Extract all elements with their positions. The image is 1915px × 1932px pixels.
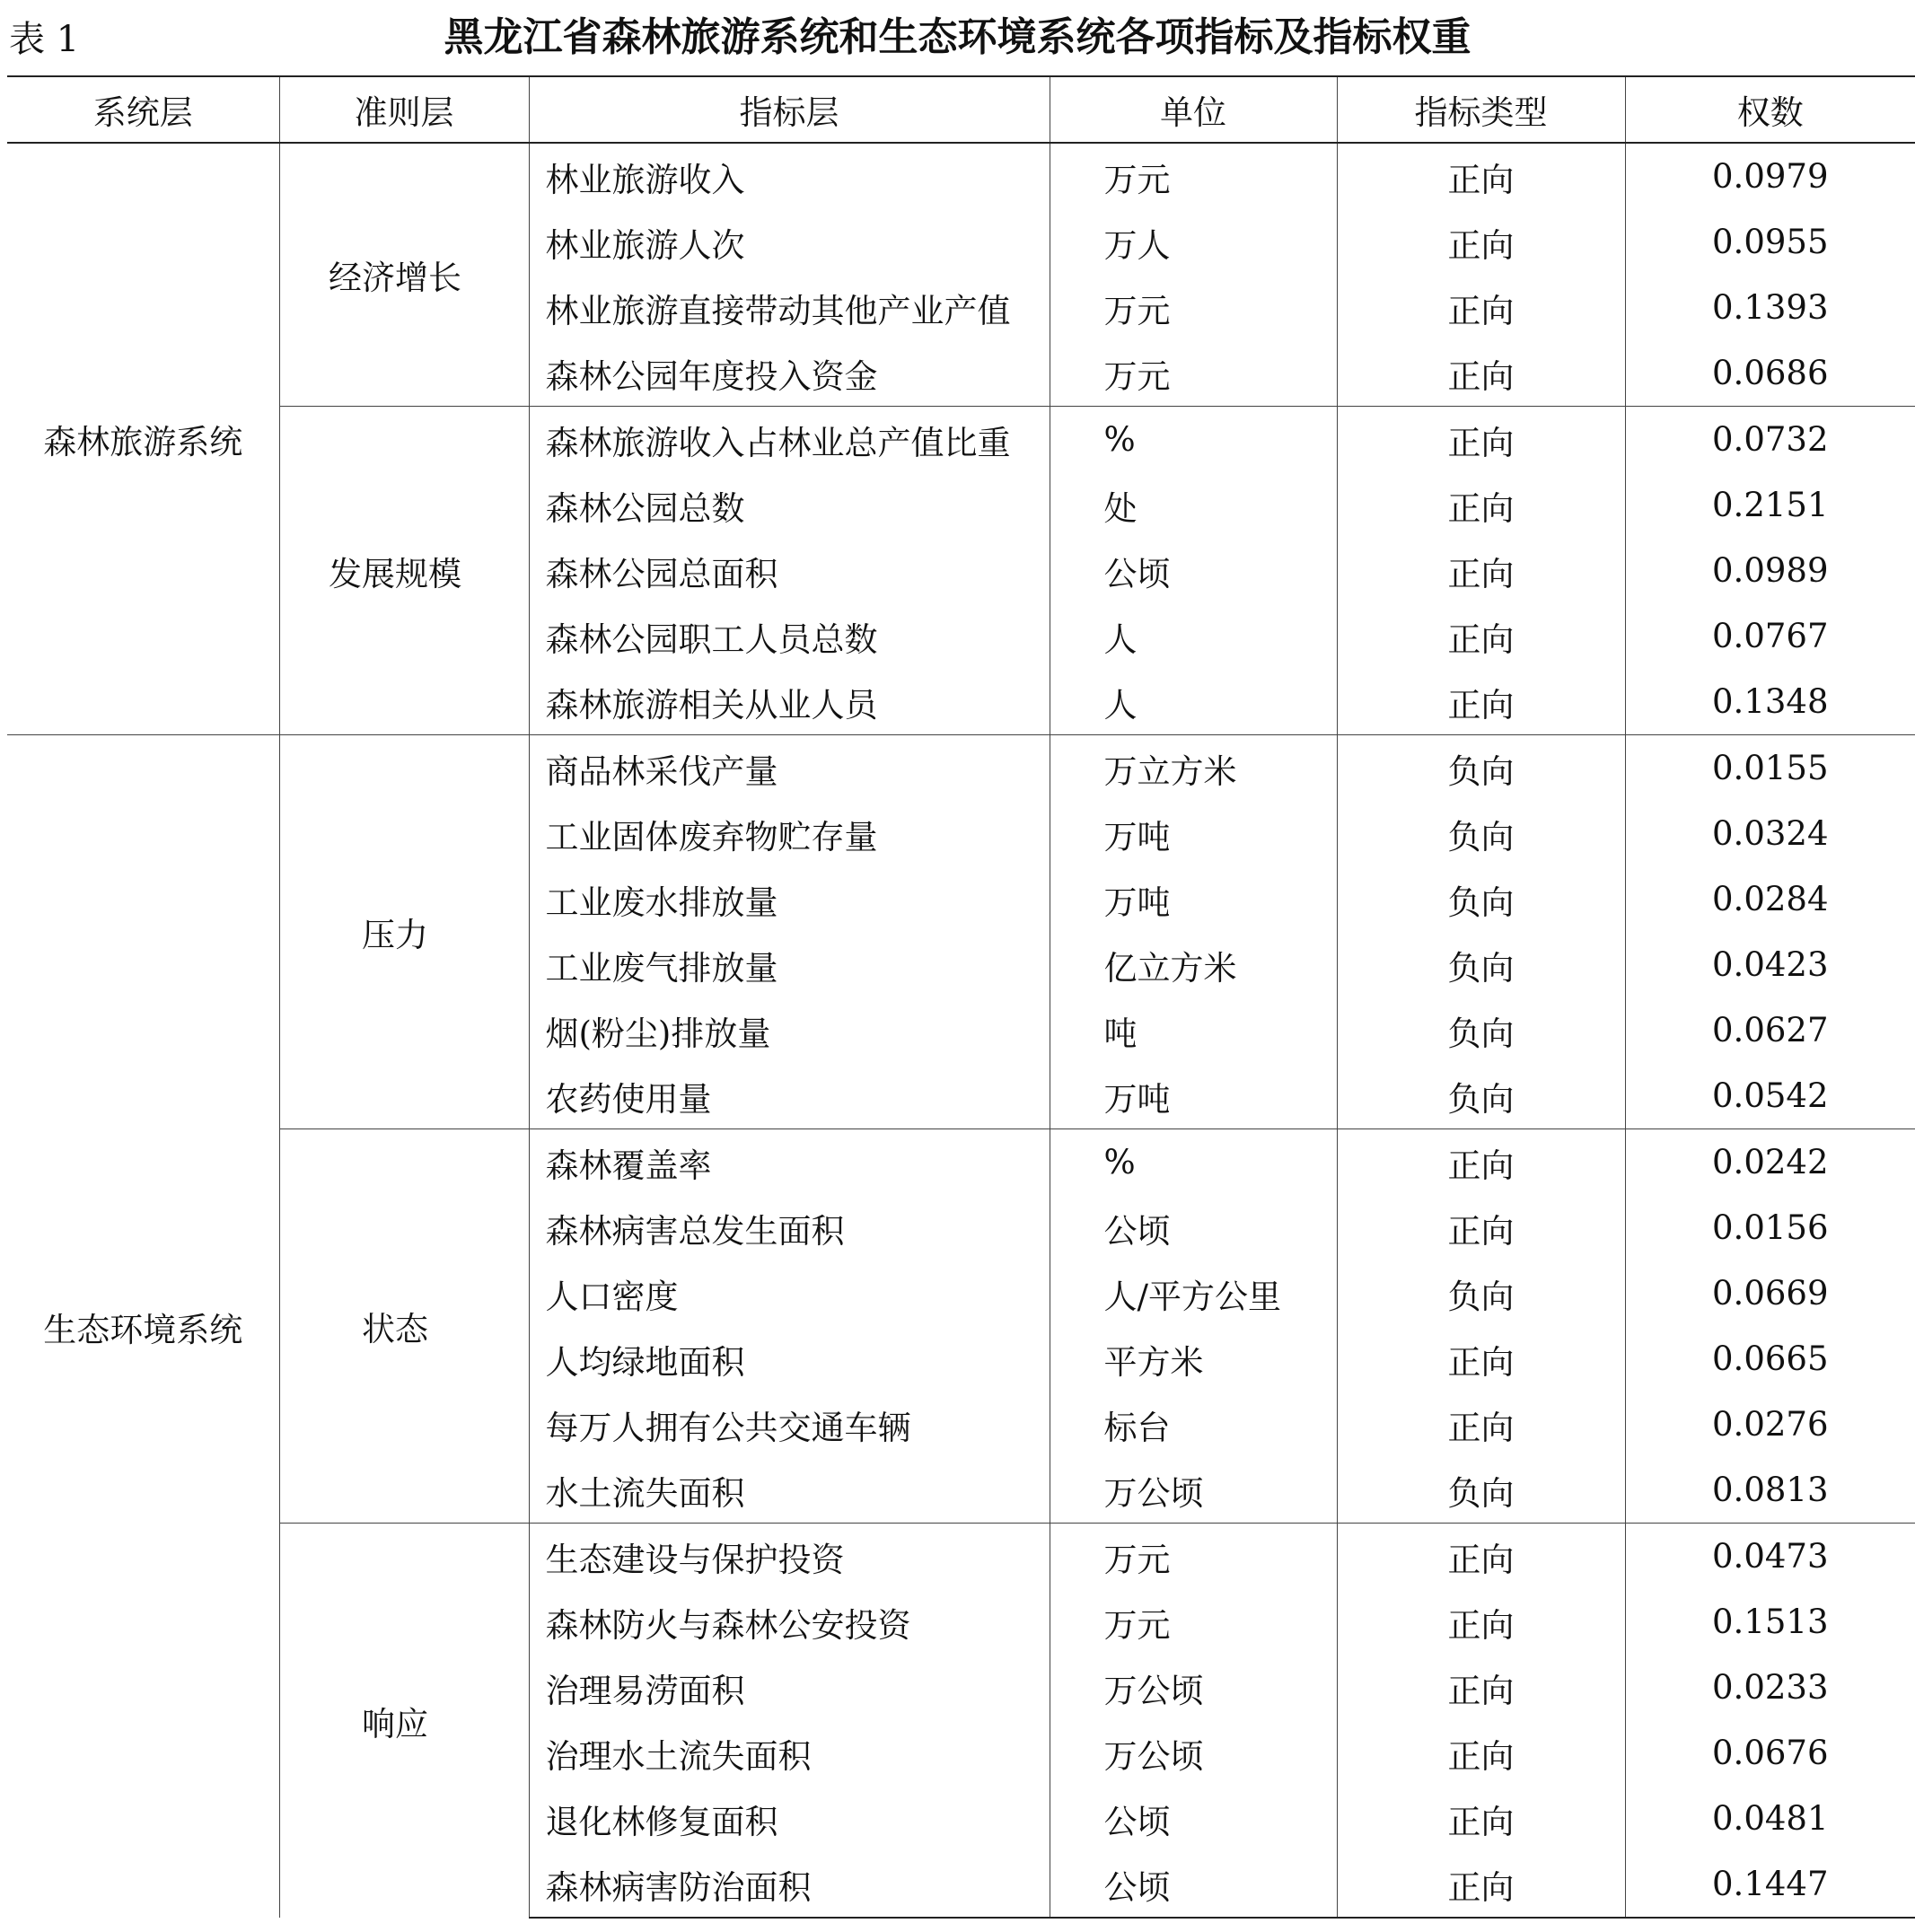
indicator-type-cell: 正向: [1337, 407, 1625, 473]
indicator-cell: 林业旅游直接带动其他产业产值: [529, 275, 1050, 340]
column-header: 单位: [1050, 76, 1337, 143]
indicator-type-cell: 正向: [1337, 275, 1625, 340]
unit-cell: 万元: [1050, 1589, 1337, 1655]
weight-cell: 0.0423: [1712, 945, 1829, 984]
weight-cell: 0.0276: [1712, 1405, 1829, 1444]
indicator-type-cell: 负向: [1337, 1260, 1625, 1326]
indicator-type-cell: 负向: [1337, 997, 1625, 1063]
criterion-layer-cell: 压力: [279, 735, 529, 1129]
indicator-type-cell: 正向: [1337, 340, 1625, 407]
unit-cell: 公顷: [1050, 1851, 1337, 1918]
indicator-weight-table: [7, 75, 1915, 1919]
indicator-cell: 工业固体废弃物贮存量: [529, 801, 1050, 866]
table-row: [7, 1129, 1915, 1196]
table-body: [7, 143, 1915, 1918]
indicator-type-cell: 正向: [1337, 1589, 1625, 1655]
weight-cell: 0.0989: [1712, 551, 1829, 590]
table-header-row: [7, 76, 1915, 143]
indicator-cell: 工业废水排放量: [529, 866, 1050, 932]
column-header: 系统层: [7, 76, 279, 143]
table-row: [7, 143, 1915, 209]
weight-cell: 0.0686: [1712, 354, 1829, 392]
unit-cell: 标台: [1050, 1392, 1337, 1457]
indicator-type-cell: 正向: [1337, 472, 1625, 538]
indicator-type-cell: 正向: [1337, 1851, 1625, 1918]
weight-cell: 0.0955: [1712, 223, 1829, 261]
indicator-cell: 森林公园年度投入资金: [529, 340, 1050, 407]
unit-cell: 人/平方公里: [1050, 1260, 1337, 1326]
table-label: 表 1: [9, 19, 80, 60]
indicator-type-cell: 正向: [1337, 1655, 1625, 1720]
unit-cell: 亿立方米: [1050, 932, 1337, 997]
unit-cell: 万元: [1050, 340, 1337, 407]
column-header: 指标类型: [1337, 76, 1625, 143]
indicator-cell: 林业旅游人次: [529, 209, 1050, 275]
weight-cell: 0.1513: [1712, 1603, 1829, 1641]
indicator-type-cell: 正向: [1337, 1786, 1625, 1851]
unit-cell: %: [1050, 407, 1337, 473]
weight-cell: 0.0542: [1712, 1076, 1829, 1115]
weight-cell: 0.1447: [1625, 1851, 1915, 1918]
indicator-cell: 商品林采伐产量: [529, 735, 1050, 802]
indicator-cell: 森林覆盖率: [529, 1129, 1050, 1196]
indicator-type-cell: 正向: [1337, 1129, 1625, 1196]
indicator-cell: 林业旅游收入: [529, 143, 1050, 209]
indicator-type-cell: 正向: [1337, 1720, 1625, 1786]
weight-cell: 0.0665: [1712, 1339, 1829, 1378]
indicator-cell: 农药使用量: [529, 1063, 1050, 1129]
table-row: [7, 735, 1915, 802]
indicator-cell: 森林公园总数: [529, 472, 1050, 538]
weight-cell: 0.0732: [1625, 407, 1915, 473]
weight-cell: 0.1348: [1712, 682, 1829, 721]
weight-cell: 0.0156: [1712, 1208, 1829, 1247]
weight-cell: 0.0473: [1625, 1524, 1915, 1590]
indicator-type-cell: 正向: [1337, 1524, 1625, 1590]
unit-cell: 吨: [1050, 997, 1337, 1063]
criterion-layer-cell: 响应: [279, 1524, 529, 1919]
indicator-cell: 森林病害防治面积: [529, 1851, 1050, 1918]
weight-cell: 0.0676: [1712, 1734, 1829, 1772]
weight-cell: 0.0481: [1712, 1799, 1829, 1838]
indicator-cell: 森林防火与森林公安投资: [529, 1589, 1050, 1655]
indicator-type-cell: 正向: [1337, 603, 1625, 669]
indicator-type-cell: 正向: [1337, 209, 1625, 275]
weight-cell: 0.0813: [1712, 1471, 1829, 1509]
indicator-cell: 森林公园职工人员总数: [529, 603, 1050, 669]
indicator-cell: 工业废气排放量: [529, 932, 1050, 997]
column-header: 权数: [1625, 76, 1915, 143]
indicator-cell: 烟(粉尘)排放量: [529, 997, 1050, 1063]
system-layer-cell: 生态环境系统: [7, 735, 279, 1919]
indicator-cell: 生态建设与保护投资: [529, 1524, 1050, 1590]
indicator-cell: 退化林修复面积: [529, 1786, 1050, 1851]
weight-cell: 0.0155: [1625, 735, 1915, 802]
weight-cell: 0.0669: [1712, 1274, 1829, 1313]
weight-cell: 0.0233: [1712, 1668, 1829, 1707]
weight-cell: 0.0324: [1712, 814, 1829, 853]
indicator-cell: 人均绿地面积: [529, 1326, 1050, 1392]
weight-cell: 0.0242: [1625, 1129, 1915, 1196]
unit-cell: 万公顷: [1050, 1720, 1337, 1786]
unit-cell: 万吨: [1050, 1063, 1337, 1129]
weight-cell: 0.0284: [1712, 880, 1829, 918]
unit-cell: 万吨: [1050, 801, 1337, 866]
indicator-type-cell: 负向: [1337, 932, 1625, 997]
indicator-type-cell: 正向: [1337, 538, 1625, 603]
indicator-type-cell: 正向: [1337, 669, 1625, 735]
indicator-cell: 森林病害总发生面积: [529, 1195, 1050, 1260]
indicator-cell: 水土流失面积: [529, 1457, 1050, 1524]
unit-cell: 人: [1050, 669, 1337, 735]
indicator-cell: 森林公园总面积: [529, 538, 1050, 603]
indicator-type-cell: 负向: [1337, 1457, 1625, 1524]
weight-cell: 0.0627: [1712, 1011, 1829, 1049]
criterion-layer-cell: 状态: [279, 1129, 529, 1524]
unit-cell: 公顷: [1050, 538, 1337, 603]
weight-cell: 0.1393: [1712, 288, 1829, 327]
unit-cell: %: [1050, 1129, 1337, 1196]
unit-cell: 万公顷: [1050, 1655, 1337, 1720]
indicator-type-cell: 正向: [1337, 1392, 1625, 1457]
unit-cell: 人: [1050, 603, 1337, 669]
weight-cell: 0.2151: [1712, 486, 1829, 524]
indicator-cell: 每万人拥有公共交通车辆: [529, 1392, 1050, 1457]
column-header: 准则层: [279, 76, 529, 143]
table-title: 黑龙江省森林旅游系统和生态环境系统各项指标及指标权重: [444, 14, 1471, 60]
unit-cell: 万元: [1050, 143, 1337, 209]
indicator-type-cell: 负向: [1337, 1063, 1625, 1129]
table-row: [7, 407, 1915, 473]
unit-cell: 万人: [1050, 209, 1337, 275]
unit-cell: 万元: [1050, 275, 1337, 340]
indicator-cell: 治理水土流失面积: [529, 1720, 1050, 1786]
indicator-type-cell: 负向: [1337, 735, 1625, 802]
unit-cell: 公顷: [1050, 1195, 1337, 1260]
indicator-cell: 森林旅游收入占林业总产值比重: [529, 407, 1050, 473]
criterion-layer-cell: 经济增长: [279, 143, 529, 407]
weight-cell: 0.0767: [1712, 617, 1829, 655]
indicator-type-cell: 正向: [1337, 1195, 1625, 1260]
weight-cell: 0.0979: [1625, 143, 1915, 209]
criterion-layer-cell: 发展规模: [279, 407, 529, 735]
indicator-type-cell: 负向: [1337, 866, 1625, 932]
indicator-cell: 治理易涝面积: [529, 1655, 1050, 1720]
unit-cell: 万公顷: [1050, 1457, 1337, 1524]
unit-cell: 万吨: [1050, 866, 1337, 932]
unit-cell: 处: [1050, 472, 1337, 538]
table-row: [7, 1524, 1915, 1590]
unit-cell: 平方米: [1050, 1326, 1337, 1392]
indicator-cell: 人口密度: [529, 1260, 1050, 1326]
column-header: 指标层: [529, 76, 1050, 143]
unit-cell: 万立方米: [1050, 735, 1337, 802]
unit-cell: 万元: [1050, 1524, 1337, 1590]
unit-cell: 公顷: [1050, 1786, 1337, 1851]
indicator-type-cell: 正向: [1337, 1326, 1625, 1392]
indicator-type-cell: 负向: [1337, 801, 1625, 866]
indicator-type-cell: 正向: [1337, 143, 1625, 209]
indicator-cell: 森林旅游相关从业人员: [529, 669, 1050, 735]
system-layer-cell: 森林旅游系统: [7, 143, 279, 735]
